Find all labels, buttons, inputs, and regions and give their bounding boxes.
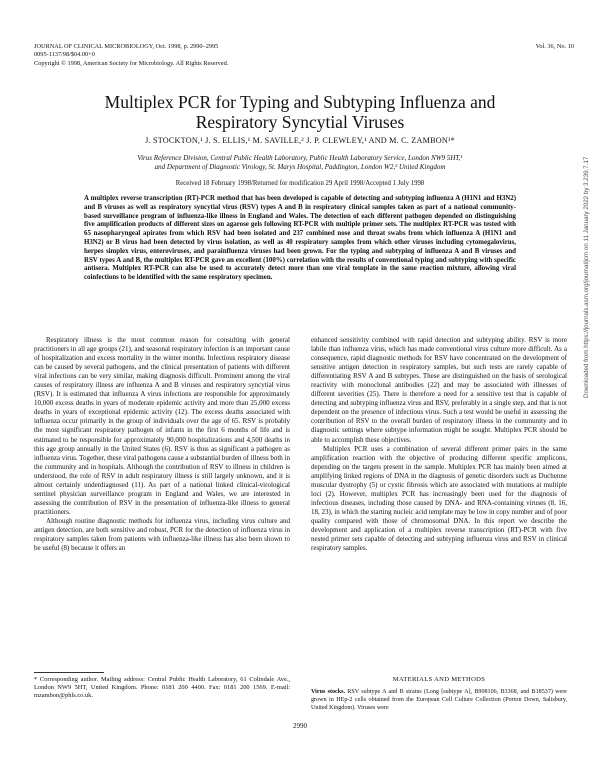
title-line-1: Multiplex PCR for Typing and Subtyping Influenza and: [104, 92, 496, 112]
intro-paragraph-1: Respiratory illness is the most common reason for consulting with general practitioners in all age groups (21), and seasonal respiratory infection is an important cause of hospitalization and excess mortality in the winter months. Infectious respiratory disease can be caused by several pathogens, and the clinical presentation of patients with different viral infections can be very similar, making diagnosis difficult. Prominent among the viral causes of respiratory illness are influenza A and B viruses and respiratory syncytial virus (RSV). It is estimated that influenza A virus infections are responsible for approximately 10,000 excess deaths in years of moderate epidemic activity and more than 25,000 excess deaths in years of exceptional epidemic activity (12). The excess deaths associated with influenza occur primarily in the group of individuals over the age of 65. RSV is probably the most significant respiratory pathogen of infants in the first 6 months of life and is estimated to be responsible for approximately 90,000 hospitalizations and 4,500 deaths in this age group annually in the United States (6). RSV is thus as significant a pathogen as influenza virus. Together, these viral pathogens cause a substantial burden of illness both in the community and in hospitals. Although the contribution of RSV to illness in children is understood, the role of RSV in adult respiratory illness is still largely unknown, and it is almost certainly underdiagnosed (11). As part of a national linked clinical-virological sentinel physician surveillance program in England and Wales, we are interested in assessing the contribution of RSV in the presentation of influenza-like illness to general practitioners.: [34, 336, 290, 516]
copyright: Copyright © 1998, American Society for Microbiology. All Rights Reserved.: [34, 59, 229, 67]
abstract: A multiplex reverse transcription (RT)-PCR method that has been developed is capable of detecting and subtyping influenza A (H1N1 and H3N2) and B viruses as well as respiratory syncytial virus (RSV) types A and B in respiratory clinical samples taken as part of a national community-based surveillance program of influenza-like illness in England and Wales. The detection of each different pathogen depended on distinguishing five amplification products of different sizes on agarose gels following RT-PCR with multiple primer sets. The multiplex RT-PCR was tested with 65 nasopharyngeal apirates from which RSV had been isolated and 237 combined nose and throat swabs from which influenza A (H1N1 and H3N2) or B virus had been detected by virus isolation, as well as 40 respiratory samples from which other viruses including cytomegalovirus, herpes simplex virus, enteroviruses, and parainfluenza viruses had been grown. For the typing and subtyping of influenza A and B viruses and RSV types A and B, the multiplex RT-PCR gave an excellent (100%) correlation with the results of conventional typing and subtyping with specific antisera. Multiplex RT-PCR can also be used to accurately detect more than one viral template in the same reaction mixture, allowing viral coinfections to be identified with the same respiratory specimen.: [84, 195, 516, 282]
affiliations: [50, 154, 550, 173]
volume-number: Vol. 36, No. 10: [535, 43, 574, 50]
author-list: J. STOCKTON,¹ J. S. ELLIS,¹ M. SAVILLE,² J. P. CLEWLEY,¹ AND M. C. ZAMBON¹*: [145, 136, 455, 145]
methods-run-in-heading: Virus stocks.: [311, 689, 346, 695]
title-line-2: Respiratory Syncytial Viruses: [195, 112, 405, 132]
download-watermark: Downloaded from https://journals.asm.org/journal/jcm on 11 January 2022 by 3.239.7.17: [583, 156, 590, 398]
received-dates: Received 18 February 1998/Returned for modification 29 April 1998/Accepted 1 July 1998: [175, 180, 425, 187]
article-title: [40, 92, 560, 132]
methods-paragraph: [311, 689, 567, 713]
affiliation-line-1: Virus Reference Division, Central Public Health Laboratory, Public Health Laboratory Service, London NW9 5HT,¹: [137, 154, 463, 162]
methods-text: RSV subtype A and B strains (Long [subtype A], B908106, B3368, and B18537) were grown in HEp-2 cells obtained from the European Cell Culture Collection (Porton Down, Salisbury, United Kingdom). Viruses were: [311, 689, 567, 711]
right-column: [311, 336, 567, 553]
journal-citation: JOURNAL OF CLINICAL MICROBIOLOGY, Oct. 1998, p. 2990–2995: [34, 43, 219, 50]
running-header: [34, 43, 574, 68]
corresponding-author-footnote: * Corresponding author. Mailing address: Central Public Health Laboratory, 61 Colindale Ave., London NW9 5HT, United Kingdom. Phone: 0181 200 4400. Fax: 0181 200 1569. E-mail: mzambon@phls.co.uk.: [34, 676, 290, 700]
footnote-divider: [34, 672, 104, 673]
affiliation-line-2: and Department of Diagnostic Virology, St. Marys Hospital, Paddington, London W2,² United Kingdom: [154, 163, 446, 172]
issn: 0095-1137/98/$04.00+0: [34, 51, 95, 59]
section-heading: MATERIALS AND METHODS: [392, 676, 486, 683]
intro-paragraph-3: enhanced sensitivity combined with rapid detection and subtyping ability. RSV is more labile than influenza virus, which has made conventional virus culture more difficult. As a consequence, rapid diagnostic methods for RSV have concentrated on the development of sensitive antigen detection in respiratory samples, but such tests are rarely capable of differentiating RSV A and B subtypes. These are distinguished on the basis of serological reactivity with monoclonal antibodies (22) and may be associated with illnesses of different severities (25). There is therefore a need for a sensitive test that is capable of detecting and subtyping influenza virus and RSV, preferably in a single step, and that is not dependent on the presence of infectious virus. Such a test would be useful in assessing the contribution of RSV to the overall burden of respiratory illness in the community and in diagnostic settings where subtype information might be sought. Multiplex PCR should be able to accomplish these objectives.: [311, 336, 567, 444]
intro-paragraph-2: Although routine diagnostic methods for influenza virus, including virus culture and antigen detection, are both sensitive and robust, PCR for the detection of influenza virus in respiratory samples taken from patients with influenza-like illness has also been shown to be useful (8) because it offers an: [34, 516, 290, 553]
page-number: 2990: [293, 722, 307, 730]
left-column: [34, 336, 290, 553]
intro-paragraph-4: Multiplex PCR uses a combination of several different primer pairs in the same amplification reaction with the objective of producing different specific amplicons, depending on the targets present in the sample. Multiplex PCR has mainly been aimed at amplifying linked regions of DNA in the diagnosis of genetic disorders such as Duchenne muscular dystrophy (5) or cystic fibrosis which are associated with mutations at multiple loci (2). However, multiplex PCR has increasingly been used for the diagnosis of infectious diseases, including those caused by DNA- and RNA-containing viruses (8, 16, 18, 23), in which the starting nucleic acid template may be low in copy number and of poor quality compared with those of chromosomal DNA. In this report we describe the development and application of a multiplex reverse transcription (RT)-PCR with five nested primer sets capable of detecting and subtyping influenza virus and RSV in clinical respiratory samples.: [311, 444, 568, 553]
